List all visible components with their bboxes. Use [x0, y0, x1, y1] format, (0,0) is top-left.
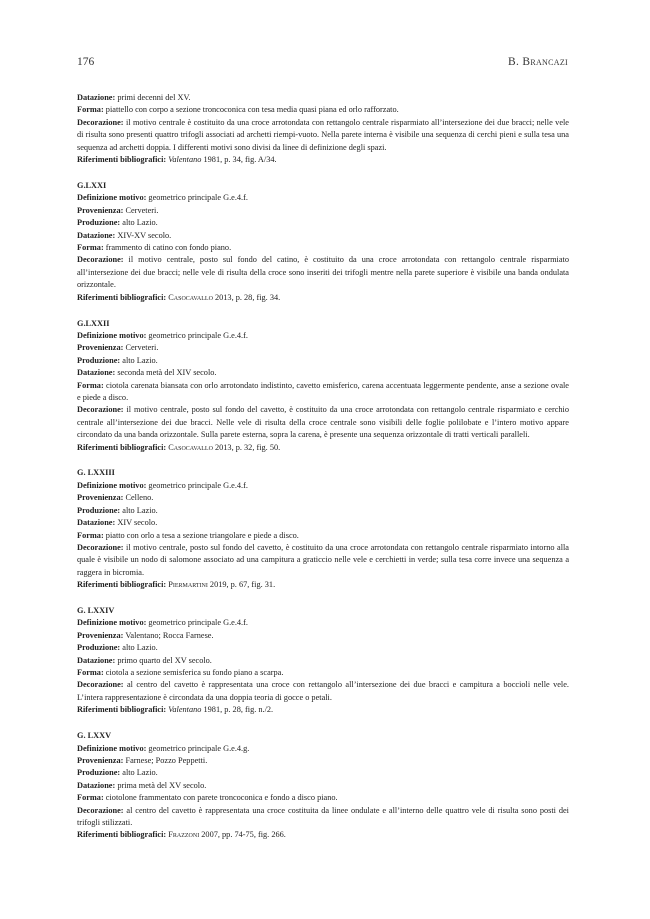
field-text: il motivo centrale è costituito da una croce arrotondata con rettangolo centrale risparmiato all’intersezione dei due bracci; nelle vele di risulta sono presenti quattro trifogli associati ad archetti riempi-vuoto. Nella parete interna è visibile una sequenza di cerchi pieni e sulla tesa una sequenza ad archetti doppia. I differenti motivi sono divisi da linee di definizione degli spazi.	[77, 117, 569, 152]
field-text: il motivo centrale, posto sul fondo del cavetto, è costituito da una croce arrotondata con rettangolo centrale risparmiato e cerchio centrale all’intersezione dei due bracci. Nelle vele di risulta della croce centrale sono visibili delle foglie polilobate e l’intero motivo appare circondato da una banda orizzontale. Sulla parete esterna, sopra la carena, è presente una sequenza orizzontale di tratti verticali paralleli.	[77, 405, 569, 440]
field-label: Riferimenti bibliografici:	[77, 442, 167, 452]
field-line	[77, 743, 569, 755]
field-text: XIV secolo.	[115, 518, 158, 528]
field-label: Definizione motivo:	[77, 618, 147, 628]
reference-author: Casocavallo	[168, 292, 213, 302]
field-line	[77, 254, 569, 291]
field-text: 2019, p. 67, fig. 31.	[207, 580, 276, 590]
field-text: alto Lazio.	[120, 505, 158, 515]
field-text: alto Lazio.	[120, 768, 158, 778]
field-text: alto Lazio.	[120, 643, 158, 653]
field-line	[77, 442, 569, 454]
reference-author: Valentano	[168, 705, 202, 715]
field-label: Provenienza:	[77, 205, 124, 215]
field-line	[77, 767, 569, 779]
field-label: Decorazione:	[77, 680, 124, 690]
page-number: 176	[77, 56, 95, 68]
field-text: il motivo centrale, posto sul fondo del cavetto, è costituito da una croce arrotondata con rettangolo centrale risparmiato intorno alla quale è visibile un nodo di salomone associato ad una campitura a graticcio nelle vele e cerchietti in verde; sulla tesa corre invece una sequenza a raggera in bicromia.	[77, 542, 569, 577]
field-label: Definizione motivo:	[77, 743, 147, 753]
field-text: 2007, pp. 74-75, fig. 266.	[199, 830, 286, 840]
field-text: Celleno.	[123, 493, 154, 503]
field-text: ciotolone frammentato con parete troncoconica e fondo a disco piano.	[103, 793, 338, 803]
catalogue-entry	[77, 730, 569, 842]
field-text: primi decenni del XV.	[115, 93, 191, 102]
field-text: 1981, p. 34, fig. A/34.	[201, 155, 277, 165]
field-text: Cerveteri.	[123, 343, 159, 353]
running-author: B. Brancazi	[508, 56, 568, 68]
field-line	[77, 404, 569, 441]
field-line	[77, 780, 569, 792]
field-label: Forma:	[77, 668, 104, 678]
field-label: Produzione:	[77, 218, 121, 228]
field-label: Decorazione:	[77, 117, 124, 127]
field-label: Definizione motivo:	[77, 330, 147, 340]
reference-author: Frazzoni	[168, 830, 200, 840]
field-line	[77, 367, 569, 379]
field-label: Decorazione:	[77, 542, 124, 552]
field-line	[77, 667, 569, 679]
field-text: prima metà del XV secolo.	[115, 780, 207, 790]
field-text: geometrico principale G.e.4.f.	[146, 618, 248, 628]
field-line	[77, 805, 569, 830]
field-label: Datazione:	[77, 780, 116, 790]
field-label: Provenienza:	[77, 343, 124, 353]
field-line	[77, 505, 569, 517]
field-text: Valentano; Rocca Farnese.	[123, 630, 214, 640]
field-text: alto Lazio.	[120, 355, 158, 365]
field-line	[77, 192, 569, 204]
field-line	[77, 792, 569, 804]
field-text: 2013, p. 32, fig. 50.	[212, 442, 281, 452]
field-label: Datazione:	[77, 518, 116, 528]
field-line	[77, 755, 569, 767]
field-line	[77, 517, 569, 529]
field-text: geometrico principale G.e.4.g.	[146, 743, 250, 753]
field-text: frammento di catino con fondo piano.	[103, 242, 232, 252]
continued-entry	[77, 92, 569, 166]
field-text: geometrico principale G.e.4.f.	[146, 330, 248, 340]
field-text: XIV-XV secolo.	[115, 230, 172, 240]
field-text: seconda metà del XIV secolo.	[115, 368, 217, 378]
field-label: Produzione:	[77, 768, 121, 778]
field-line	[77, 630, 569, 642]
field-line	[77, 92, 569, 104]
field-line	[77, 655, 569, 667]
entry-title: G. LXXIII	[77, 468, 115, 478]
catalogue-entry	[77, 180, 569, 304]
field-line	[77, 542, 569, 579]
field-label: Datazione:	[77, 368, 116, 378]
catalogue-entries	[77, 180, 569, 842]
field-text: 2013, p. 28, fig. 34.	[212, 292, 281, 302]
field-label: Riferimenti bibliografici:	[77, 830, 167, 840]
catalogue-text	[77, 92, 569, 842]
field-text: al centro del cavetto è rappresentata una croce con rettangolo all’intersezione dei due bracci e campitura a boccioli nelle vele. L’intera rappresentazione è circondata da una doppia teoria di gocce o petali.	[77, 680, 569, 702]
field-text: ciotola a sezione semisferica su fondo piano a scarpa.	[103, 668, 284, 678]
field-label: Riferimenti bibliografici:	[77, 155, 167, 165]
field-line	[77, 679, 569, 704]
entry-title: G.LXXII	[77, 318, 110, 328]
field-text: 1981, p. 28, fig. n./2.	[201, 705, 274, 715]
field-line	[77, 492, 569, 504]
field-label: Datazione:	[77, 230, 116, 240]
field-text: Cerveteri.	[123, 205, 159, 215]
field-line	[77, 480, 569, 492]
field-label: Provenienza:	[77, 630, 124, 640]
field-label: Definizione motivo:	[77, 480, 147, 490]
reference-author: Valentano	[168, 155, 202, 165]
field-line	[77, 330, 569, 342]
field-label: Provenienza:	[77, 756, 124, 765]
field-text: piatto con orlo a tesa a sezione triangolare e piede a disco.	[103, 530, 299, 540]
field-line	[77, 342, 569, 354]
field-line	[77, 829, 569, 841]
field-label: Datazione:	[77, 93, 116, 102]
field-line	[77, 154, 569, 166]
field-label: Forma:	[77, 530, 104, 540]
field-label: Provenienza:	[77, 493, 124, 503]
field-line	[77, 642, 569, 654]
field-label: Datazione:	[77, 655, 116, 665]
field-line	[77, 230, 569, 242]
field-text: al centro del cavetto è rappresentata una croce costituita da linee ondulate e all’interno delle quattro vele di risulta sono posti dei trifogli stilizzati.	[77, 805, 569, 828]
field-label: Forma:	[77, 105, 104, 115]
field-text: primo quarto del XV secolo.	[115, 655, 212, 665]
field-label: Riferimenti bibliografici:	[77, 580, 167, 590]
field-text: alto Lazio.	[120, 218, 158, 228]
field-text: ciotola carenata biansata con orlo arrotondato indistinto, cavetto emisferico, carena accentuata leggermente pendente, anse a sezione ovale e piede a disco.	[77, 380, 569, 402]
entry-title: G. LXXV	[77, 731, 112, 741]
reference-author: Piermartini	[168, 580, 208, 590]
field-line	[77, 104, 569, 116]
field-line	[77, 292, 569, 304]
field-line	[77, 217, 569, 229]
field-label: Produzione:	[77, 355, 121, 365]
field-text: Farnese; Pozzo Peppetti.	[123, 756, 208, 765]
entry-title: G.LXXI	[77, 180, 107, 190]
reference-author: Casocavallo	[168, 442, 213, 452]
field-line	[77, 242, 569, 254]
field-label: Definizione motivo:	[77, 193, 147, 203]
field-label: Decorazione:	[77, 805, 124, 815]
field-label: Forma:	[77, 242, 104, 252]
field-line	[77, 355, 569, 367]
field-label: Produzione:	[77, 643, 121, 653]
entry-title: G. LXXIV	[77, 606, 115, 616]
field-label: Decorazione:	[77, 255, 124, 265]
field-text: il motivo centrale, posto sul fondo del catino, è costituito da una croce arrotondata con rettangolo centrale risparmiato all’intersezione dei due bracci; nelle vele di risulta della croce sono inseriti dei trifogli mentre nella parete superiore è visibile una banda ondulata orizzontale.	[77, 255, 569, 290]
catalogue-entry	[77, 467, 569, 591]
field-label: Riferimenti bibliografici:	[77, 705, 167, 715]
field-label: Forma:	[77, 793, 104, 803]
field-label: Forma:	[77, 380, 104, 390]
field-label: Decorazione:	[77, 405, 124, 415]
field-text: geometrico principale G.e.4.f.	[146, 193, 248, 203]
field-label: Riferimenti bibliografici:	[77, 292, 167, 302]
field-line	[77, 380, 569, 405]
field-line	[77, 117, 569, 154]
field-label: Produzione:	[77, 505, 121, 515]
field-line	[77, 530, 569, 542]
catalogue-entry	[77, 318, 569, 454]
field-line	[77, 579, 569, 591]
field-text: piattello con corpo a sezione troncoconica con tesa media quasi piana ed orlo rafforzato.	[103, 105, 399, 115]
field-text: geometrico principale G.e.4.f.	[146, 480, 248, 490]
running-header	[77, 56, 568, 68]
field-line	[77, 617, 569, 629]
field-line	[77, 704, 569, 716]
field-line	[77, 205, 569, 217]
catalogue-entry	[77, 605, 569, 717]
